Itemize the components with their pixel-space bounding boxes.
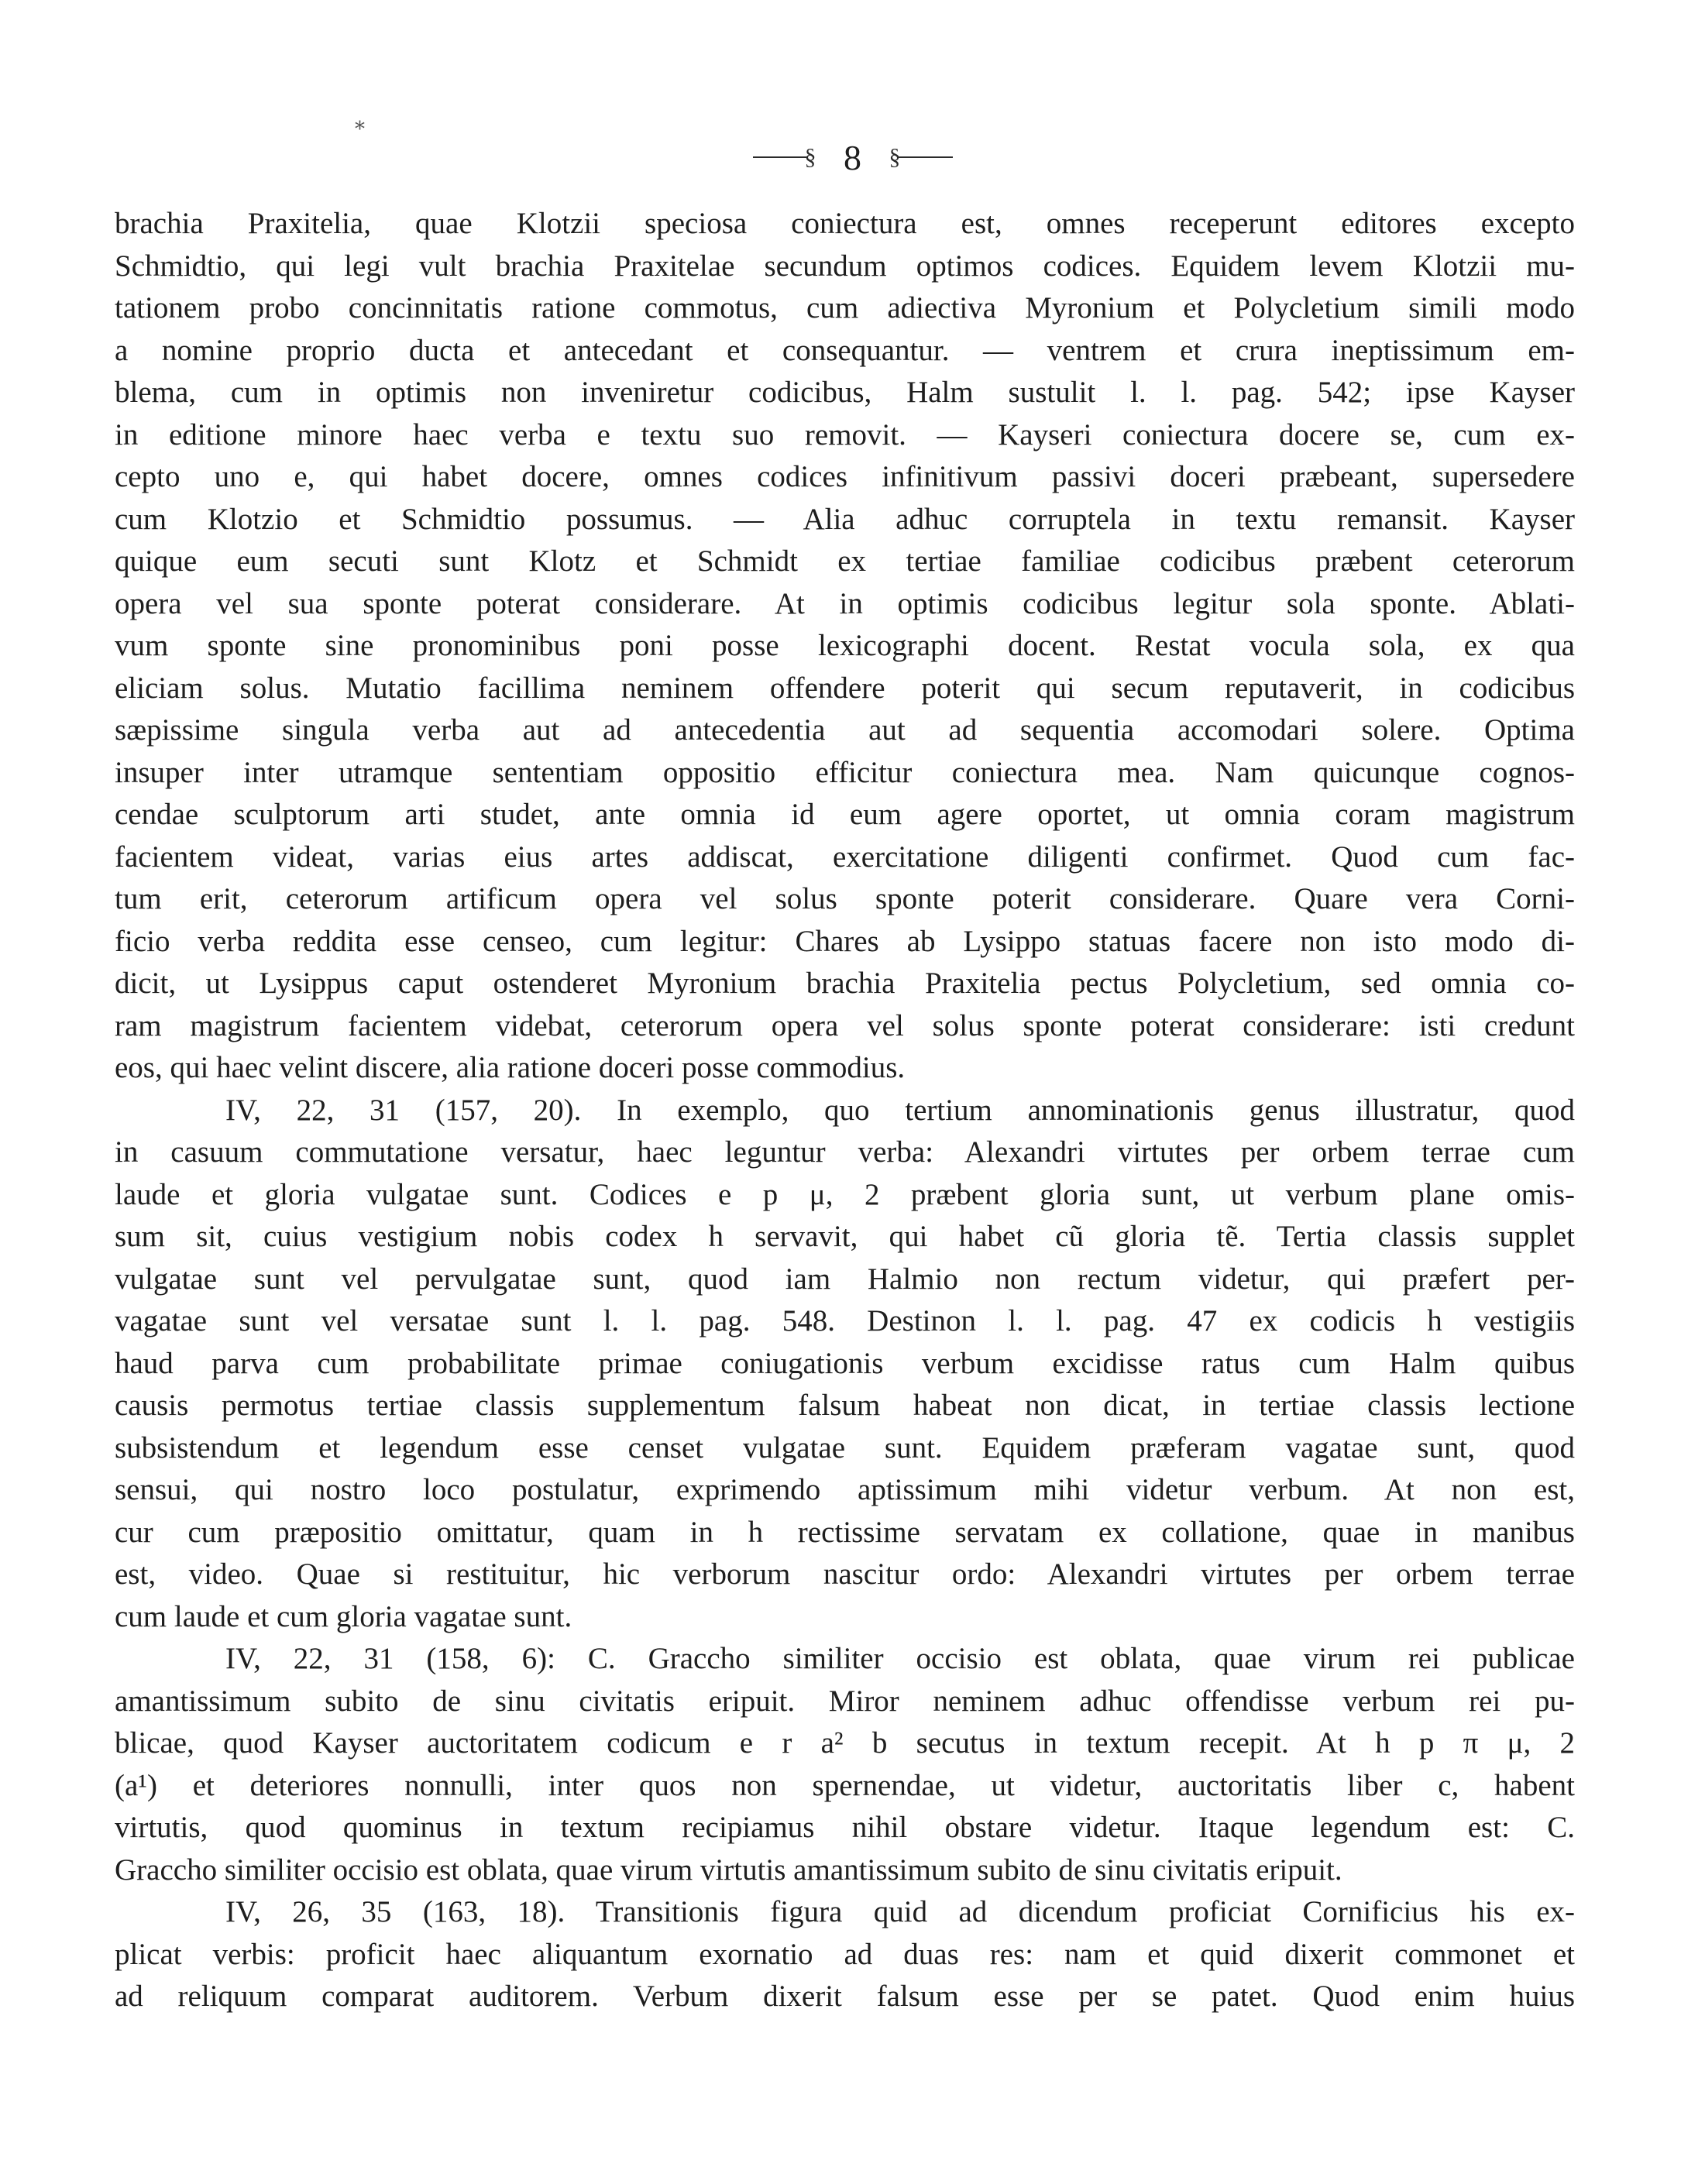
text-line: Graccho similiter occisio est oblata, quae virum virtutis amantissimum subito de sinu civitatis eripuit.	[115, 1853, 1342, 1887]
text-line: in casuum commutatione versatur, haec leguntur verba: Alexandri virtutes per orbem terrae cum	[115, 1135, 1575, 1169]
text-line: cepto uno e, qui habet docere, omnes codices infinitivum passivi doceri præbeant, supersedere	[115, 460, 1575, 493]
text-line: tum erit, ceterorum artificum opera vel solus sponte poterit considerare. Quare vera Corni-	[115, 882, 1575, 915]
text-line: sensui, qui nostro loco postulatur, exprimendo aptissimum mihi videtur verbum. At non est,	[115, 1473, 1575, 1506]
text-line: haud parva cum probabilitate primae coniugationis verbum excidisse ratus cum Halm quibus	[115, 1346, 1575, 1380]
text-line: est, video. Quae si restituitur, hic verborum nascitur ordo: Alexandri virtutes per orbem terrae	[115, 1557, 1575, 1591]
text-line: eos, qui haec velint discere, alia ratione doceri posse commodius.	[115, 1051, 906, 1084]
text-line: plicat verbis: proficit haec aliquantum exornatio ad duas res: nam et quid dixerit commonet et	[115, 1937, 1575, 1971]
text-line: ad reliquum comparat auditorem. Verbum dixerit falsum esse per se patet. Quod enim huius	[115, 1980, 1575, 2013]
text-line: a nomine proprio ducta et antecedant et consequantur. — ventrem et crura ineptissimum em-	[115, 333, 1575, 367]
text-line: subsistendum et legendum esse censet vulgatae sunt. Equidem præferam vagatae sunt, quod	[115, 1430, 1575, 1465]
text-line: quique eum secuti sunt Klotz et Schmidt ex tertiae familiae codicibus præbent ceterorum	[115, 544, 1575, 578]
text-line: ram magistrum facientem videbat, ceterorum opera vel solus sponte poterat considerare: isti credunt	[115, 1008, 1575, 1042]
text-line: vulgatae sunt vel pervulgatae sunt, quod iam Halmio non rectum videtur, qui præfert per-	[115, 1262, 1575, 1296]
text-line: tationem probo concinnitatis ratione commotus, cum adiectiva Myronium et Polycletium simili modo	[115, 291, 1575, 325]
text-line: insuper inter utramque sententiam oppositio efficitur coniectura mea. Nam quicunque cognos-	[115, 755, 1575, 789]
text-line: laude et gloria vulgatae sunt. Codices e p μ, 2 præbent gloria sunt, ut verbum plane omis-	[115, 1177, 1575, 1211]
text-line: vum sponte sine pronominibus poni posse lexicographi docent. Restat vocula sola, ex qua	[115, 629, 1575, 662]
text-line: (a¹) et deteriores nonnulli, inter quos non spernendae, ut videtur, auctoritatis liber c, habent	[115, 1768, 1575, 1802]
text-line: blema, cum in optimis non inveniretur codicibus, Halm sustulit l. l. pag. 542; ipse Kayser	[115, 376, 1575, 409]
text-line: sum sit, cuius vestigium nobis codex h servavit, qui habet cũ gloria tẽ. Tertia classis supplet	[115, 1220, 1575, 1253]
text-line: causis permotus tertiae classis supplementum falsum habeat non dicat, in tertiae classis lectione	[115, 1389, 1575, 1422]
text-line: cum Klotzio et Schmidtio possumus. — Alia adhuc corruptela in textu remansit. Kayser	[115, 502, 1575, 536]
text-line: in editione minore haec verba e textu suo removit. — Kayseri coniectura docere se, cum ex-	[115, 417, 1575, 452]
text-line: eliciam solus. Mutatio facillima neminem offendere poterit qui secum reputaverit, in codicibus	[115, 671, 1575, 705]
body-text	[115, 203, 1575, 2018]
text-line: IV, 22, 31 (157, 20). In exemplo, quo tertium annominationis genus illustratur, quod	[225, 1093, 1575, 1127]
text-line: cendae sculptorum arti studet, ante omnia id eum agere oportet, ut omnia coram magistrum	[115, 798, 1575, 831]
text-line: IV, 22, 31 (158, 6): C. Graccho similiter occisio est oblata, quae virum rei publicae	[225, 1642, 1575, 1675]
text-line: sæpissime singula verba aut ad antecedentia aut ad sequentia accomodari solere. Optima	[115, 713, 1575, 747]
text-line: facientem videat, varias eius artes addiscat, exercitatione diligenti confirmet. Quod cum fac-	[115, 840, 1575, 874]
text-line: Schmidtio, qui legi vult brachia Praxitelae secundum optimos codices. Equidem levem Klotzii mu-	[115, 249, 1575, 283]
text-line: amantissimum subito de sinu civitatis eripuit. Miror neminem adhuc offendisse verbum rei pu-	[115, 1684, 1575, 1718]
text-line: cum laude et cum gloria vagatae sunt.	[115, 1599, 572, 1633]
text-line: vagatae sunt vel versatae sunt l. l. pag. 548. Destinon l. l. pag. 47 ex codicis h vestigiis	[115, 1304, 1575, 1338]
text-line: IV, 26, 35 (163, 18). Transitionis figura quid ad dicendum proficiat Cornificius his ex-	[225, 1895, 1575, 1928]
text-line: virtutis, quod quominus in textum recipiamus nihil obstare videtur. Itaque legendum est: C.	[115, 1811, 1575, 1844]
text-line: ficio verba reddita esse censeo, cum legitur: Chares ab Lysippo statuas facere non isto modo di-	[115, 924, 1575, 958]
page-header	[0, 133, 1705, 178]
page-number: 8	[844, 137, 861, 177]
text-line: dicit, ut Lysippus caput ostenderet Myronium brachia Praxitelia pectus Polycletium, sed omnia co-	[115, 967, 1575, 1000]
text-line: cur cum præpositio omittatur, quam in h rectissime servatam ex collatione, quae in manibus	[115, 1515, 1575, 1549]
text-line: brachia Praxitelia, quae Klotzii speciosa coniectura est, omnes receperunt editores excepto	[115, 207, 1575, 240]
header-ornament-right	[899, 156, 953, 158]
text-line: opera vel sua sponte poterat considerare. At in optimis codicibus legitur sola sponte. Ablati-	[115, 586, 1575, 620]
text-line: blicae, quod Kayser auctoritatem codicum e r a² b secutus in textum recepit. At h p π μ, 2	[115, 1726, 1575, 1760]
header-ornament-left	[753, 156, 807, 158]
stray-ink-mark: *	[355, 118, 365, 141]
